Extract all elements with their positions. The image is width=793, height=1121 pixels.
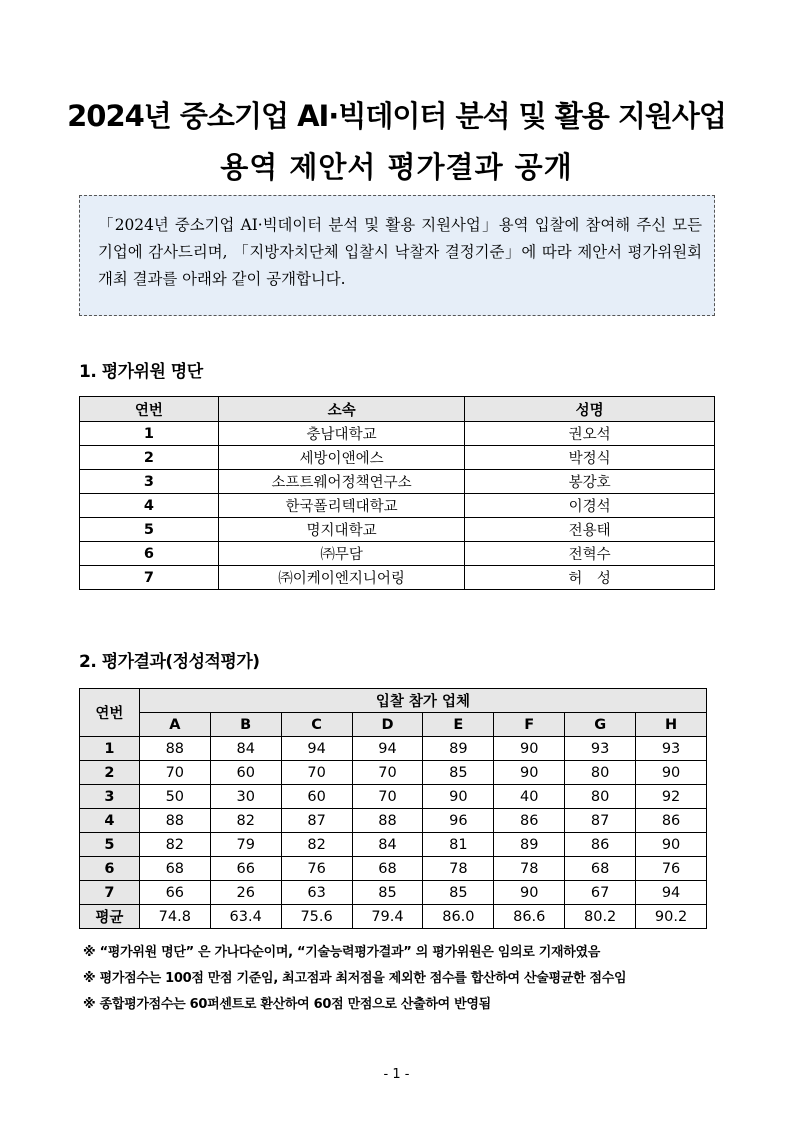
name-cell: 이경석 (465, 494, 715, 518)
company-header-cell: B (210, 713, 281, 737)
score-cell: 82 (281, 833, 352, 857)
row-number-cell: 2 (80, 446, 219, 470)
score-cell: 90.2 (636, 905, 707, 929)
score-cell: 94 (281, 737, 352, 761)
score-cell: 26 (210, 881, 281, 905)
section1-heading: 1. 평가위원 명단 (79, 362, 203, 382)
score-cell: 86 (636, 809, 707, 833)
company-header-cell: C (281, 713, 352, 737)
intro-box: 「2024년 중소기업 AI·빅데이터 분석 및 활용 지원사업」용역 입찰에 참여해 주신 모든 기업에 감사드리며, 「지방자치단체 입찰시 낙찰자 결정기준」에 따라 제안서 평가위원회 개최 결과를 아래와 같이 공개합니다. (79, 195, 715, 316)
score-cell: 90 (636, 761, 707, 785)
table-row (80, 905, 707, 929)
table-row (80, 785, 707, 809)
score-cell: 89 (494, 833, 565, 857)
affiliation-cell: 한국폴리텍대학교 (218, 494, 465, 518)
score-cell: 63 (281, 881, 352, 905)
row-number-cell: 6 (80, 857, 140, 881)
company-header-row (80, 713, 707, 737)
score-cell: 88 (139, 809, 210, 833)
table-row (80, 833, 707, 857)
score-cell: 74.8 (139, 905, 210, 929)
company-group-header: 입찰 참가 업체 (139, 689, 706, 713)
company-header-cell: E (423, 713, 494, 737)
name-cell: 봉강호 (465, 470, 715, 494)
name-cell: 박정식 (465, 446, 715, 470)
score-cell: 70 (281, 761, 352, 785)
score-cell: 84 (352, 833, 423, 857)
table-row (80, 494, 715, 518)
score-cell: 78 (494, 857, 565, 881)
score-cell: 76 (636, 857, 707, 881)
note-item: ※ 종합평가점수는 60퍼센트로 환산하여 60점 만점으로 산출하여 반영됨 (83, 997, 491, 1012)
table-row (80, 737, 707, 761)
row-number-header: 연번 (80, 689, 140, 737)
notes (83, 940, 626, 1018)
score-cell: 86.0 (423, 905, 494, 929)
score-cell: 88 (139, 737, 210, 761)
score-cell: 90 (494, 881, 565, 905)
header-cell: 성명 (465, 397, 715, 422)
company-header-cell: H (636, 713, 707, 737)
company-header-cell: A (139, 713, 210, 737)
row-number-cell: 3 (80, 470, 219, 494)
name-cell: 권오석 (465, 422, 715, 446)
page-number: - 1 - (383, 1067, 410, 1082)
score-cell: 88 (352, 809, 423, 833)
score-cell: 66 (139, 881, 210, 905)
score-cell: 82 (210, 809, 281, 833)
score-cell: 93 (565, 737, 636, 761)
score-cell: 66 (210, 857, 281, 881)
score-cell: 84 (210, 737, 281, 761)
score-cell: 60 (210, 761, 281, 785)
affiliation-cell: 세방이앤에스 (218, 446, 465, 470)
row-number-cell: 4 (80, 494, 219, 518)
score-cell: 75.6 (281, 905, 352, 929)
score-cell: 80.2 (565, 905, 636, 929)
table-row (80, 446, 715, 470)
name-cell: 전용태 (465, 518, 715, 542)
score-cell: 68 (565, 857, 636, 881)
table-header-row (80, 397, 715, 422)
document-title-line2: 용역 제안서 평가결과 공개 (220, 150, 573, 184)
score-cell: 85 (423, 881, 494, 905)
name-cell: 전혁수 (465, 542, 715, 566)
company-header-cell: F (494, 713, 565, 737)
score-cell: 79.4 (352, 905, 423, 929)
name-cell: 허 성 (465, 566, 715, 590)
table-row (80, 542, 715, 566)
company-header-cell: G (565, 713, 636, 737)
table-row (80, 470, 715, 494)
score-cell: 40 (494, 785, 565, 809)
score-cell: 70 (352, 785, 423, 809)
score-cell: 50 (139, 785, 210, 809)
score-cell: 68 (352, 857, 423, 881)
row-number-cell: 5 (80, 518, 219, 542)
score-cell: 68 (139, 857, 210, 881)
row-number-cell: 1 (80, 422, 219, 446)
row-number-cell: 6 (80, 542, 219, 566)
score-cell: 67 (565, 881, 636, 905)
affiliation-cell: 충남대학교 (218, 422, 465, 446)
header-cell: 소속 (218, 397, 465, 422)
score-table (79, 688, 707, 929)
table-row (80, 518, 715, 542)
score-cell: 76 (281, 857, 352, 881)
score-cell: 90 (494, 737, 565, 761)
score-cell: 70 (352, 761, 423, 785)
score-cell: 90 (636, 833, 707, 857)
committee-table (79, 396, 715, 590)
score-cell: 81 (423, 833, 494, 857)
affiliation-cell: ㈜이케이엔지니어링 (218, 566, 465, 590)
table-row (80, 566, 715, 590)
score-cell: 79 (210, 833, 281, 857)
row-number-cell: 7 (80, 566, 219, 590)
affiliation-cell: ㈜무담 (218, 542, 465, 566)
score-cell: 85 (352, 881, 423, 905)
score-cell: 70 (139, 761, 210, 785)
header-cell: 연번 (80, 397, 219, 422)
score-cell: 30 (210, 785, 281, 809)
score-cell: 87 (281, 809, 352, 833)
row-number-cell: 평균 (80, 905, 140, 929)
score-cell: 80 (565, 785, 636, 809)
table-row (80, 761, 707, 785)
score-cell: 63.4 (210, 905, 281, 929)
row-number-cell: 3 (80, 785, 140, 809)
note-item: ※ 평가점수는 100점 만점 기준임, 최고점과 최저점을 제외한 점수를 합산하여 산술평균한 점수임 (83, 971, 627, 986)
row-number-cell: 4 (80, 809, 140, 833)
table-row (80, 857, 707, 881)
score-cell: 60 (281, 785, 352, 809)
score-cell: 86 (565, 833, 636, 857)
score-cell: 85 (423, 761, 494, 785)
score-cell: 82 (139, 833, 210, 857)
score-cell: 86.6 (494, 905, 565, 929)
score-cell: 86 (494, 809, 565, 833)
section2-heading: 2. 평가결과(정성적평가) (79, 652, 260, 672)
table-row (80, 809, 707, 833)
company-header-cell: D (352, 713, 423, 737)
row-number-cell: 5 (80, 833, 140, 857)
affiliation-cell: 명지대학교 (218, 518, 465, 542)
score-cell: 90 (423, 785, 494, 809)
note-item: ※ “평가위원 명단” 은 가나다순이며, “기술능력평가결과” 의 평가위원은 임의로 기재하였음 (83, 945, 601, 960)
score-cell: 80 (565, 761, 636, 785)
document-title-line1: 2024년 중소기업 AI·빅데이터 분석 및 활용 지원사업 (67, 99, 726, 133)
table-row (80, 422, 715, 446)
table-row (80, 881, 707, 905)
score-cell: 78 (423, 857, 494, 881)
score-cell: 89 (423, 737, 494, 761)
score-cell: 94 (636, 881, 707, 905)
score-cell: 96 (423, 809, 494, 833)
affiliation-cell: 소프트웨어정책연구소 (218, 470, 465, 494)
row-number-cell: 7 (80, 881, 140, 905)
score-cell: 92 (636, 785, 707, 809)
score-cell: 93 (636, 737, 707, 761)
score-cell: 87 (565, 809, 636, 833)
row-number-cell: 2 (80, 761, 140, 785)
table-header-row (80, 689, 707, 713)
score-cell: 90 (494, 761, 565, 785)
score-cell: 94 (352, 737, 423, 761)
row-number-cell: 1 (80, 737, 140, 761)
